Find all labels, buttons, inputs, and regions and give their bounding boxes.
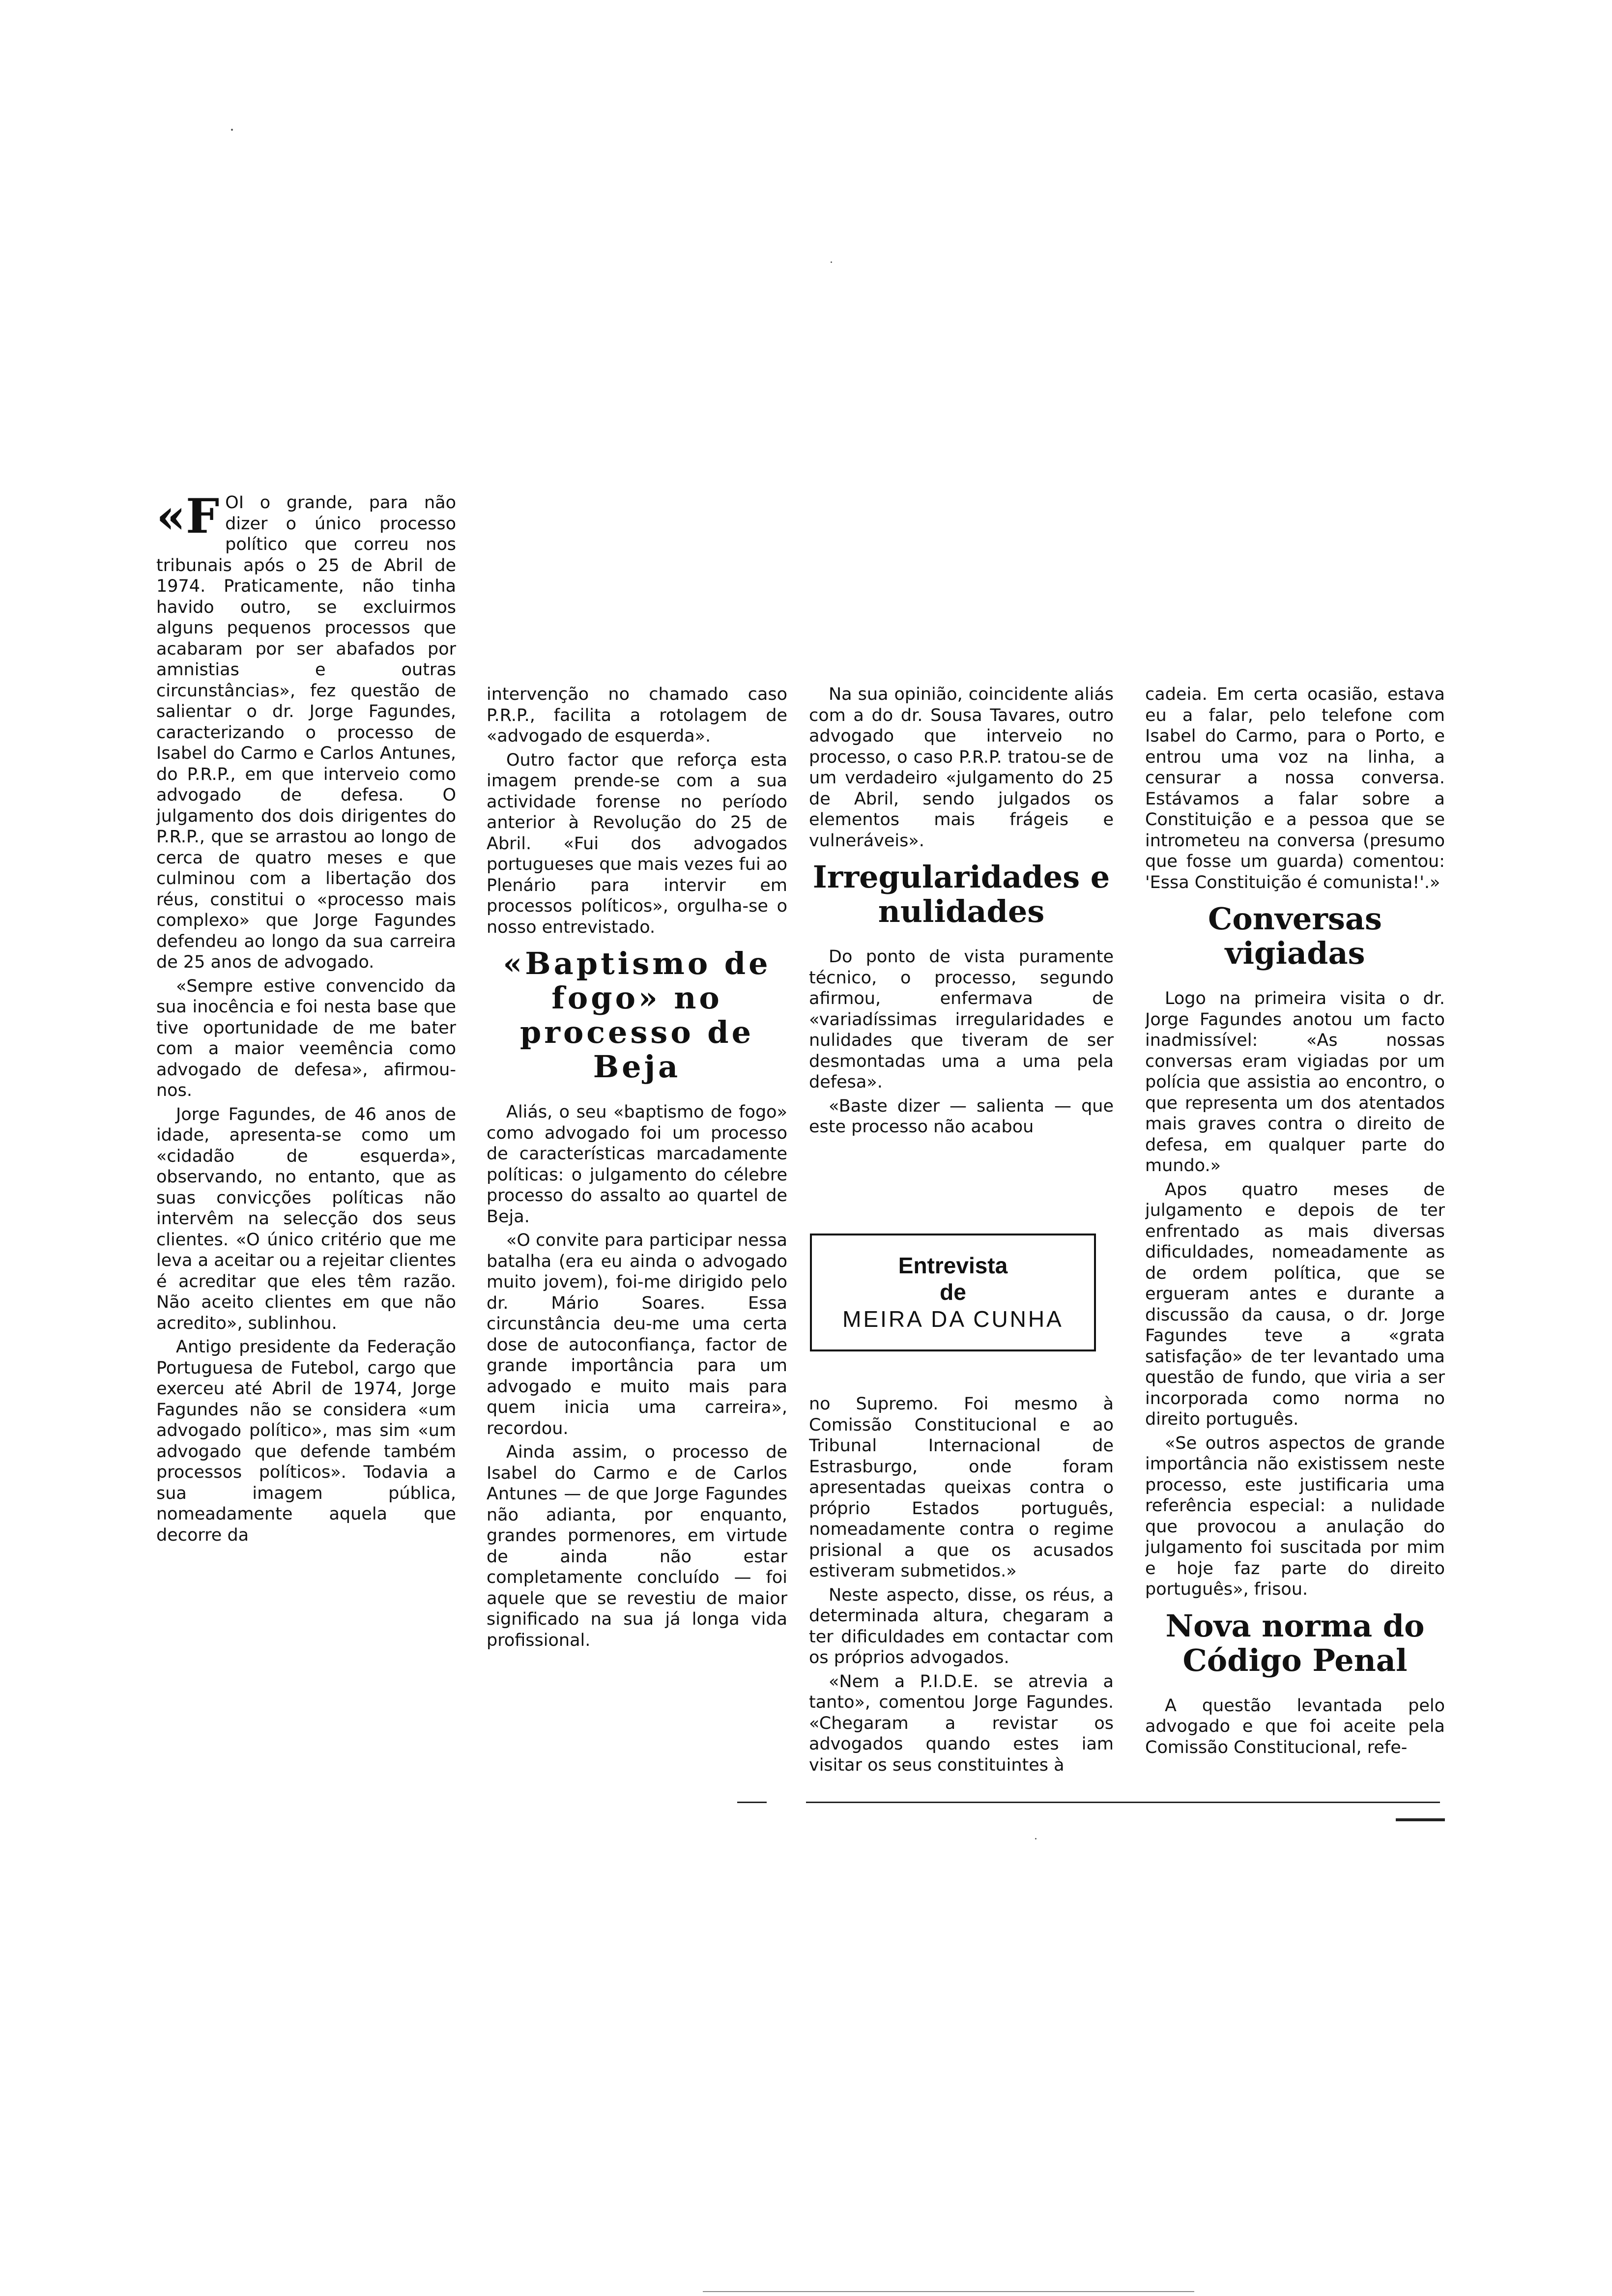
article-paragraph: cadeia. Em certa ocasião, estava eu a falar, pelo telefone com Isabel do Carmo, para o Porto, e entrou uma voz na linha, a censurar a nossa conversa. Estávamos a falar sobre a Constituição e a pessoa que se intrometeu na conversa (presumo que fosse um guarda) comentou: 'Essa Constituição é comunista!'.» — [1145, 685, 1445, 892]
article-paragraph: Antigo presidente da Federação Portuguesa de Futebol, cargo que exerceu até Abril de 1974, Jorge Fagundes não se considera «um advogado político», mas sim «um advogado que defende também processos políticos». Todavia a sua imagem pública, nomeadamente aquela que decorre da — [156, 1337, 456, 1545]
drop-cap: «F — [156, 492, 220, 544]
article-paragraph: Logo na primeira visita o dr. Jorge Fagundes anotou um facto inadmissível: «As nossas conversas eram vigiadas por um polícia que assistia ao encontro, o que representa um dos atentados mais graves contra o direito de defesa, em qualquer parte do mundo.» — [1145, 989, 1445, 1176]
article-paragraph: Ainda assim, o processo de Isabel do Carmo e de Carlos Antunes — de que Jorge Fagundes não adianta, por enquanto, grandes pormenores, em virtude de ainda não estar completamente concluído — foi aquele que se revestiu de maior significado na sua já longa vida profissional. — [487, 1442, 787, 1650]
article-paragraph: «Sempre estive convencido da sua inocência e foi nesta base que tive oportunidade de me bater com a maior veemência como advogado de defesa», afirmou-nos. — [156, 976, 456, 1100]
article-paragraph: «Nem a P.I.D.E. se atrevia a tanto», comentou Jorge Fagundes. «Chegaram a revistar os advogados quando estes iam visitar os seus constituintes à — [809, 1671, 1114, 1775]
article-paragraph: Aliás, o seu «baptismo de fogo» como advogado foi um processo de características marcadamente políticas: o julgamento do célebre processo do assalto ao quartel de Beja. — [487, 1102, 787, 1227]
article-paragraph: Apos quatro meses de julgamento e depois de ter enfrentado as mais diversas dificuldades, nomeadamente as de ordem política, que se ergueram antes e durante a discussão da causa, o dr. Jorge Fagundes teve a «grata satisfação» de ter levantado uma questão de fundo, que viria a ser incorporada como norma no direito português. — [1145, 1179, 1445, 1429]
section-heading: «Baptismo de fogo» no processo de Beja — [503, 946, 771, 1085]
section-heading: Irregularidades e nulidades — [812, 859, 1110, 929]
article-paragraph: Neste aspecto, disse, os réus, a determinada altura, chegaram a ter dificuldades em contactar com os próprios advogados. — [809, 1585, 1114, 1667]
byline-author: MEIRA DA CUNHA — [842, 1306, 1064, 1332]
article-paragraph: Jorge Fagundes, de 46 anos de idade, apresenta-se como um «cidadão de esquerda», observando, no entanto, que as suas convicções políticas não intervêm na selecção dos seus clientes. «O único critério que me leva a aceitar ou a rejeitar clientes é acreditar que eles têm razão. Não aceito clientes em que não acredito», sublinhou. — [156, 1104, 456, 1333]
article-paragraph: Na sua opinião, coincidente aliás com a do dr. Sousa Tavares, outro advogado que interveio no processo, o caso P.R.P. tratou-se de um verdadeiro «julgamento do 25 de Abril, sendo julgados os elementos mais frágeis e vulneráveis». — [809, 685, 1114, 851]
scan-speck — [1035, 1838, 1036, 1839]
section-heading: Conversas vigiadas — [1208, 901, 1382, 971]
continuation-arrow-rule — [1396, 1818, 1445, 1821]
article-column-4 — [1145, 684, 1445, 1800]
scan-speck — [231, 129, 233, 131]
article-paragraph: intervenção no chamado caso P.R.P., facilita a rotolagem de «advogado de esquerda». — [487, 685, 787, 746]
article-column-3-top — [809, 684, 1114, 1220]
article-paragraph: Do ponto de vista puramente técnico, o processo, segundo afirmou, enfermava de «variadíssimas irregularidades e nulidades que tiveram de ser desmontadas uma a uma pela defesa». — [809, 947, 1114, 1092]
byline-label: Entrevista — [898, 1253, 1008, 1278]
article-column-1 — [156, 492, 456, 1623]
article-paragraph: «Baste dizer — salienta — que este processo não acabou — [809, 1096, 1114, 1137]
article-column-3-bottom — [809, 1394, 1114, 1802]
paragraph-text: OI o grande, para não dizer o único processo político que correu nos tribunais após o 25 de Abril de 1974. Praticamente, não tinha havido outro, se excluirmos alguns pequenos processos que acabaram por ser abafados por amnistias e outras circunstâncias», fez questão de salientar o dr. Jorge Fagundes, caracterizando o processo de Isabel do Carmo e Carlos Antunes, do P.R.P., em que interveio como advogado de defesa. O julgamento dos dois dirigentes do P.R.P., que se arrastou ao longo de cerca de quatro meses e que culminou com a libertação dos réus, constitui o «processo mais complexo» que Jorge Fagundes defendeu ao longo da sua carreira de 25 anos de advogado. — [156, 493, 456, 972]
article-paragraph — [156, 492, 456, 973]
byline-preposition: de — [940, 1279, 966, 1305]
article-paragraph: Outro factor que reforça esta imagem prende-se com a sua actividade forense no período anterior à Revolução do 25 de Abril. «Fui dos advogados portugueses que mais vezes fui ao Plenário para intervir em processos políticos», orgulha-se o nosso entrevistado. — [487, 750, 787, 937]
scan-artifact-line — [703, 2291, 1194, 2292]
section-heading: Nova norma do Código Penal — [1165, 1607, 1425, 1678]
scan-speck — [831, 261, 832, 263]
article-column-2 — [487, 684, 787, 1800]
article-paragraph: «O convite para participar nessa batalha (era eu ainda o advogado muito jovem), foi-me dirigido pelo dr. Mário Soares. Essa circunstância deu-me uma certa dose de autoconfiança, factor de grande importância para um advogado e muito mais para quem inicia uma carreira», recordou. — [487, 1231, 787, 1438]
article-paragraph: «Se outros aspectos de grande importância não existissem neste processo, este justificaria uma referência especial: a nulidade que provocou a anulação do julgamento foi suscitada por mim e hoje faz parte do direito português», frisou. — [1145, 1433, 1445, 1599]
column-end-rule — [737, 1802, 767, 1803]
article-paragraph: A questão levantada pelo advogado e que foi aceite pela Comissão Constitucional, refe- — [1145, 1695, 1445, 1757]
column-end-rule — [806, 1802, 1440, 1803]
article-paragraph: no Supremo. Foi mesmo à Comissão Constitucional e ao Tribunal Internacional de Estrasburgo, onde foram apresentadas queixas contra o próprio Estados português, nomeadamente contra o regime prisional a que os acusados estiveram submetidos.» — [809, 1394, 1114, 1581]
byline-box — [810, 1234, 1096, 1351]
